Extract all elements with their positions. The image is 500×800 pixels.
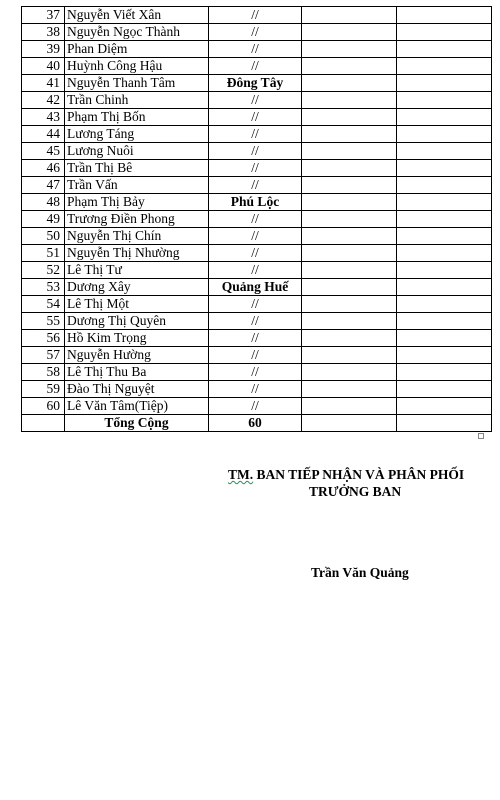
row-place: Đông Tây (209, 75, 302, 92)
row-number: 59 (22, 381, 65, 398)
total-row (22, 415, 492, 432)
row-extra-cell-1 (302, 126, 397, 143)
row-extra-cell-2 (397, 279, 492, 296)
row-extra-cell-2 (397, 347, 492, 364)
row-name: Huỳnh Công Hậu (65, 58, 209, 75)
table-row (22, 92, 492, 109)
row-extra-cell-2 (397, 92, 492, 109)
total-label: Tổng Cộng (65, 415, 209, 432)
row-extra-cell-2 (397, 296, 492, 313)
row-extra-cell-1 (302, 24, 397, 41)
row-number: 47 (22, 177, 65, 194)
row-number: 51 (22, 245, 65, 262)
row-place: // (209, 7, 302, 24)
row-number: 37 (22, 7, 65, 24)
row-number: 60 (22, 398, 65, 415)
table-row (22, 177, 492, 194)
row-extra-cell-2 (397, 262, 492, 279)
row-number: 38 (22, 24, 65, 41)
row-extra-cell-2 (397, 24, 492, 41)
recipient-table-body (22, 7, 492, 415)
row-extra-cell-2 (397, 364, 492, 381)
row-name: Nguyễn Thị Chín (65, 228, 209, 245)
row-number: 43 (22, 109, 65, 126)
table-row (22, 160, 492, 177)
row-place: // (209, 381, 302, 398)
table-row (22, 364, 492, 381)
row-extra-cell-1 (302, 313, 397, 330)
row-extra-cell-1 (302, 228, 397, 245)
table-row (22, 313, 492, 330)
row-extra-cell-2 (397, 126, 492, 143)
row-number: 56 (22, 330, 65, 347)
row-extra-cell-2 (397, 381, 492, 398)
row-number: 52 (22, 262, 65, 279)
row-extra-cell-1 (302, 75, 397, 92)
row-name: Lê Thị Một (65, 296, 209, 313)
row-place: // (209, 330, 302, 347)
row-name: Lê Văn Tâm(Tiệp) (65, 398, 209, 415)
row-extra-cell-1 (302, 262, 397, 279)
table-row (22, 58, 492, 75)
row-place: // (209, 296, 302, 313)
row-extra-cell-2 (397, 211, 492, 228)
row-name: Nguyễn Ngọc Thành (65, 24, 209, 41)
row-place: Quảng Huế (209, 279, 302, 296)
row-name: Lê Thị Thu Ba (65, 364, 209, 381)
row-extra-cell-2 (397, 7, 492, 24)
row-extra-cell-2 (397, 398, 492, 415)
row-extra-cell-1 (302, 211, 397, 228)
row-extra-cell-2 (397, 313, 492, 330)
table-row (22, 126, 492, 143)
table-row (22, 24, 492, 41)
row-number: 46 (22, 160, 65, 177)
row-place: // (209, 245, 302, 262)
row-extra-cell-2 (397, 109, 492, 126)
row-name: Trần Thị Bê (65, 160, 209, 177)
row-extra-cell-1 (302, 143, 397, 160)
row-name: Trần Chinh (65, 92, 209, 109)
row-name: Lương Táng (65, 126, 209, 143)
row-number: 53 (22, 279, 65, 296)
signature-organization (228, 467, 464, 483)
row-extra-cell-1 (302, 109, 397, 126)
row-place: // (209, 211, 302, 228)
row-number: 54 (22, 296, 65, 313)
table-row (22, 41, 492, 58)
row-name: Phan Diệm (65, 41, 209, 58)
row-extra-cell-1 (302, 296, 397, 313)
signature-name: Trần Văn Quảng (311, 565, 409, 580)
row-name: Dương Xây (65, 279, 209, 296)
row-number: 57 (22, 347, 65, 364)
row-extra-cell-1 (302, 245, 397, 262)
row-name: Nguyễn Thị Nhường (65, 245, 209, 262)
table-row (22, 75, 492, 92)
row-extra-cell-1 (302, 279, 397, 296)
row-place: // (209, 398, 302, 415)
row-extra-cell-1 (302, 160, 397, 177)
row-name: Lê Thị Tư (65, 262, 209, 279)
row-number: 44 (22, 126, 65, 143)
signature-org-rest: BAN TIẾP NHẬN VÀ PHÂN PHỐI (253, 467, 465, 482)
row-place: // (209, 41, 302, 58)
table-row (22, 398, 492, 415)
table-row (22, 381, 492, 398)
signature-org-prefix: TM. (228, 467, 254, 482)
row-extra-cell-2 (397, 58, 492, 75)
row-extra-cell-1 (302, 330, 397, 347)
row-name: Nguyễn Thanh Tâm (65, 75, 209, 92)
row-extra-cell-1 (302, 58, 397, 75)
table-row (22, 7, 492, 24)
row-name: Đào Thị Nguyệt (65, 381, 209, 398)
row-extra-cell-1 (302, 364, 397, 381)
row-extra-cell-2 (397, 177, 492, 194)
row-place: // (209, 109, 302, 126)
total-num-cell (22, 415, 65, 432)
row-extra-cell-1 (302, 347, 397, 364)
table-row (22, 194, 492, 211)
row-extra-cell-1 (302, 381, 397, 398)
row-place: // (209, 177, 302, 194)
row-name: Dương Thị Quyên (65, 313, 209, 330)
row-number: 48 (22, 194, 65, 211)
row-place: Phú Lộc (209, 194, 302, 211)
table-row (22, 211, 492, 228)
row-place: // (209, 364, 302, 381)
row-name: Nguyễn Hường (65, 347, 209, 364)
row-place: // (209, 126, 302, 143)
recipient-table (21, 6, 492, 432)
row-place: // (209, 92, 302, 109)
row-number: 41 (22, 75, 65, 92)
table-row (22, 296, 492, 313)
row-place: // (209, 347, 302, 364)
row-number: 40 (22, 58, 65, 75)
row-extra-cell-1 (302, 7, 397, 24)
row-extra-cell-1 (302, 41, 397, 58)
row-extra-cell-2 (397, 160, 492, 177)
row-name: Trương Điền Phong (65, 211, 209, 228)
row-extra-cell-2 (397, 75, 492, 92)
row-extra-cell-2 (397, 143, 492, 160)
signature-title: TRƯỞNG BAN (309, 484, 402, 499)
row-number: 50 (22, 228, 65, 245)
row-name: Trần Vấn (65, 177, 209, 194)
row-place: // (209, 313, 302, 330)
total-extra-cell-1 (302, 415, 397, 432)
table-row (22, 143, 492, 160)
row-extra-cell-2 (397, 245, 492, 262)
row-number: 58 (22, 364, 65, 381)
row-extra-cell-1 (302, 194, 397, 211)
row-extra-cell-2 (397, 228, 492, 245)
row-name: Phạm Thị Bảy (65, 194, 209, 211)
row-name: Nguyễn Viết Xân (65, 7, 209, 24)
row-number: 42 (22, 92, 65, 109)
row-number: 45 (22, 143, 65, 160)
total-value: 60 (209, 415, 302, 432)
row-extra-cell-1 (302, 398, 397, 415)
row-extra-cell-1 (302, 92, 397, 109)
table-row (22, 262, 492, 279)
table-resize-handle[interactable] (478, 433, 484, 439)
total-extra-cell-2 (397, 415, 492, 432)
row-number: 39 (22, 41, 65, 58)
table-row (22, 347, 492, 364)
row-number: 55 (22, 313, 65, 330)
row-extra-cell-2 (397, 330, 492, 347)
row-place: // (209, 24, 302, 41)
table-row (22, 330, 492, 347)
table-row (22, 279, 492, 296)
row-place: // (209, 228, 302, 245)
row-number: 49 (22, 211, 65, 228)
row-name: Lương Nuôi (65, 143, 209, 160)
row-name: Hồ Kim Trọng (65, 330, 209, 347)
row-place: // (209, 58, 302, 75)
row-extra-cell-2 (397, 194, 492, 211)
table-row (22, 245, 492, 262)
table-row (22, 109, 492, 126)
row-name: Phạm Thị Bốn (65, 109, 209, 126)
table-row (22, 228, 492, 245)
row-place: // (209, 262, 302, 279)
row-extra-cell-2 (397, 41, 492, 58)
row-place: // (209, 160, 302, 177)
row-extra-cell-1 (302, 177, 397, 194)
row-place: // (209, 143, 302, 160)
